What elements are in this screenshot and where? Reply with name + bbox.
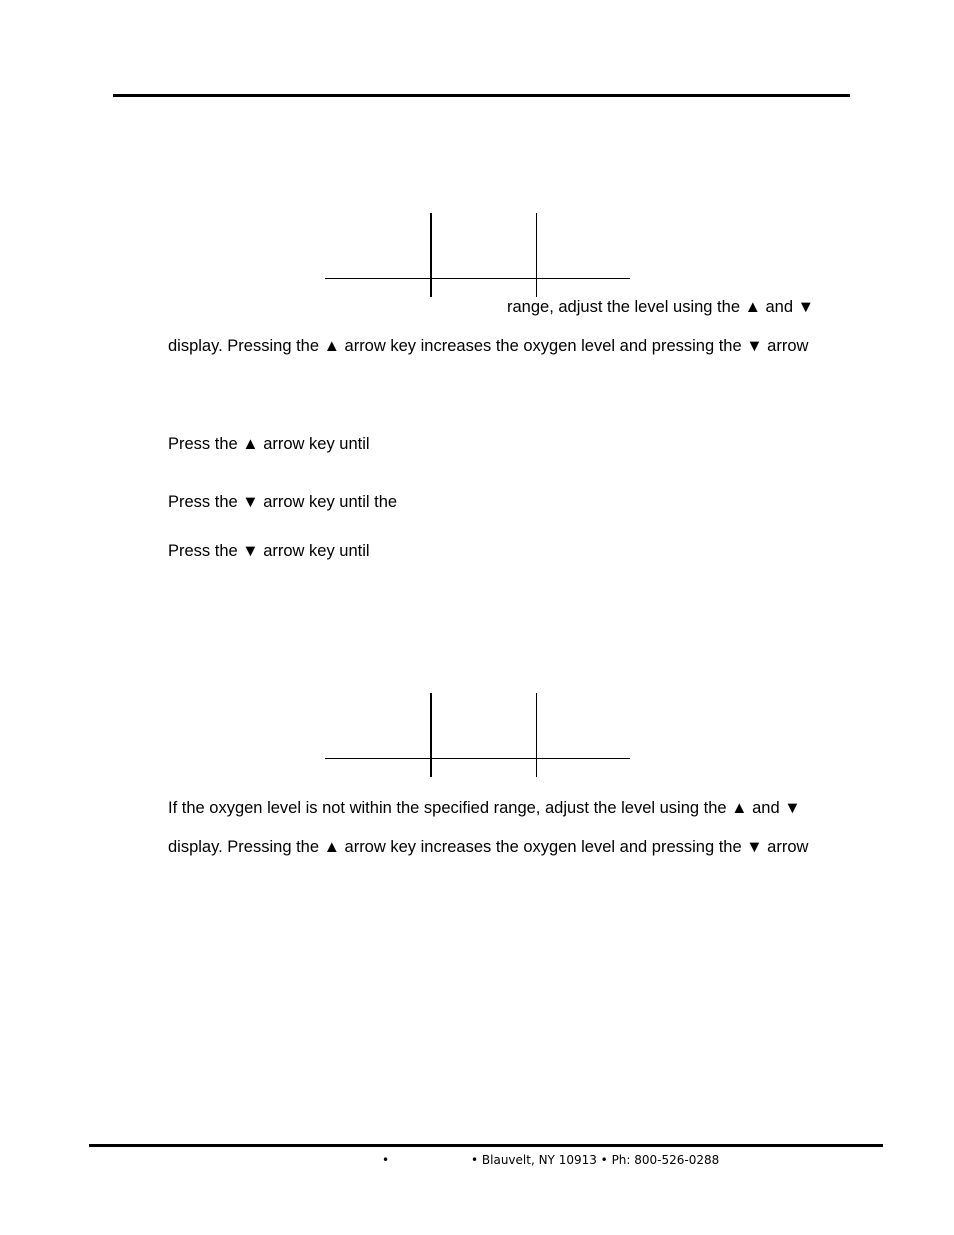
step-down-arrow: Press the ▼ arrow key until the: [168, 493, 398, 511]
step-down-arrow-2: Press the ▼ arrow key until: [168, 542, 370, 560]
footer-bullet: •: [382, 1153, 390, 1167]
table-horizontal-rule: [325, 758, 630, 759]
footer-rule: [89, 1144, 883, 1147]
table-vertical-rule: [536, 213, 537, 297]
header-rule: [113, 94, 850, 97]
table-vertical-rule: [536, 693, 537, 777]
footer-address: • Blauvelt, NY 10913 • Ph: 800-526-0288: [471, 1153, 720, 1167]
table-frame-2: [325, 693, 630, 777]
table-vertical-rule: [430, 213, 432, 297]
body-line-oxygen-range: If the oxygen level is not within the specified range, adjust the level using the ▲ and ▼: [168, 799, 801, 817]
table-vertical-rule: [430, 693, 432, 777]
table-horizontal-rule: [325, 278, 630, 279]
body-line-display: display. Pressing the ▲ arrow key increases the oxygen level and pressing the ▼ arrow: [168, 337, 809, 355]
table-frame-1: [325, 213, 630, 297]
step-up-arrow: Press the ▲ arrow key until: [168, 435, 370, 453]
body-line-display-2: display. Pressing the ▲ arrow key increases the oxygen level and pressing the ▼ arrow: [168, 838, 809, 856]
body-line-range: range, adjust the level using the ▲ and ▼: [507, 298, 814, 316]
